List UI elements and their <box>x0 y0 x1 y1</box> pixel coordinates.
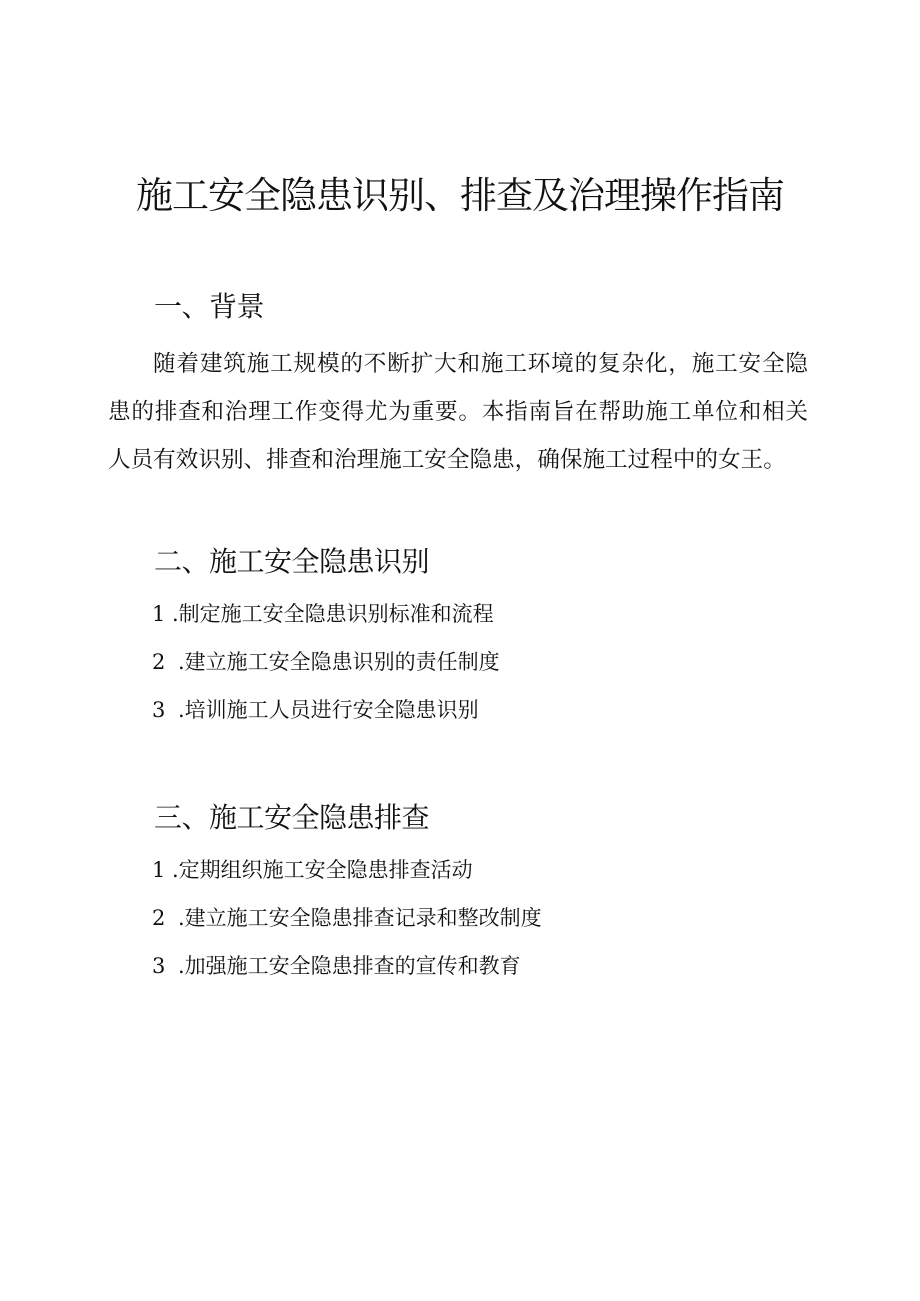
section-heading-inspection: 三、施工安全隐患排查 <box>154 801 430 834</box>
list-item-number: 3 <box>152 698 166 722</box>
list-item-text: .建立施工安全隐患排查记录和整改制度 <box>178 906 542 930</box>
list-item-number: 1 <box>152 858 166 882</box>
list-item <box>152 694 479 726</box>
list-item-number: 1 <box>152 602 166 626</box>
list-item-number: 3 <box>152 954 166 978</box>
section-heading-identification: 二、施工安全隐患识别 <box>154 545 430 578</box>
list-item-text: .定期组织施工安全隐患排查活动 <box>172 858 473 882</box>
list-item-text: .培训施工人员进行安全隐患识别 <box>178 698 479 722</box>
list-item <box>152 854 473 886</box>
list-item <box>152 598 494 630</box>
list-item-text: .建立施工安全隐患识别的责任制度 <box>178 650 500 674</box>
list-item-text: .加强施工安全隐患排查的宣传和教育 <box>178 954 521 978</box>
list-item <box>152 902 542 934</box>
section-heading-background: 一、背景 <box>154 290 265 323</box>
list-item <box>152 950 521 982</box>
list-item-text: .制定施工安全隐患识别标准和流程 <box>172 602 494 626</box>
background-paragraph: 随着建筑施工规模的不断扩大和施工环境的复杂化，施工安全隐患的排查和治理工作变得尤为重要。本指南旨在帮助施工单位和相关人员有效识别、排查和治理施工安全隐患，确保施工过程中的女王。 <box>108 351 808 473</box>
document-title: 施工安全隐患识别、排查及治理操作指南 <box>136 174 784 217</box>
list-item-number: 2 <box>152 650 166 674</box>
list-item-number: 2 <box>152 906 166 930</box>
list-item <box>152 646 500 678</box>
